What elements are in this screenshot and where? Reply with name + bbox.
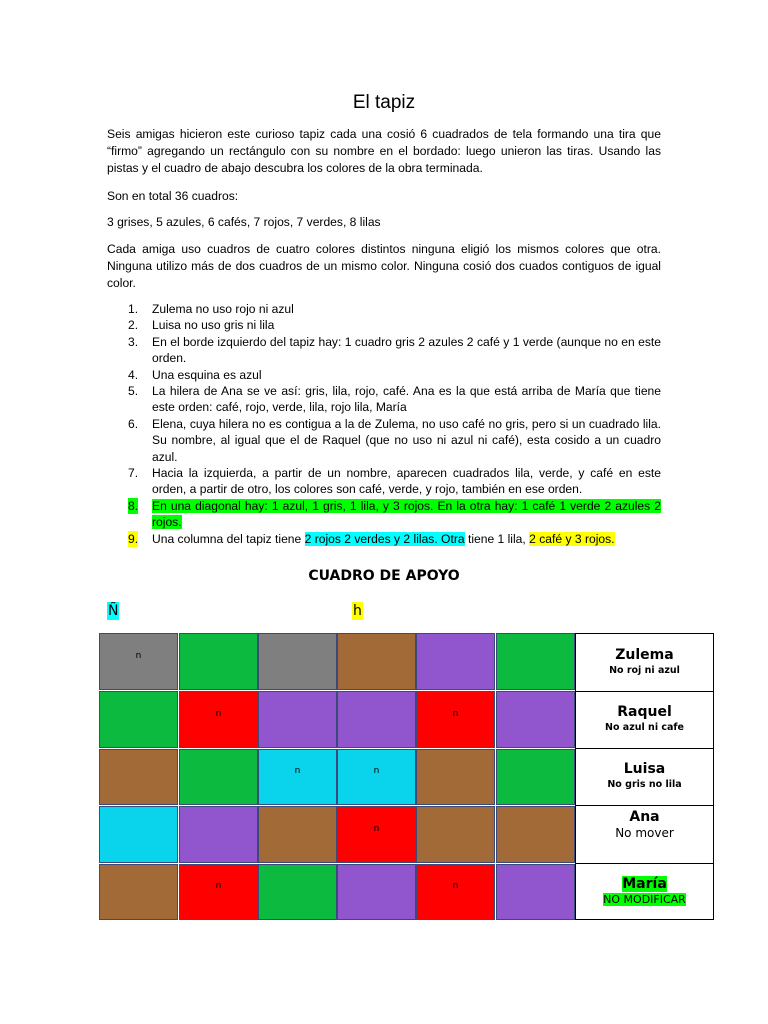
tapestry-cell-rojo [416,691,495,748]
tapestry-cell-lila [258,691,337,748]
clue-number: 6. [128,416,139,431]
friend-note: No roj ni azul [609,665,680,676]
clue-text: Luisa no uso gris ni lila [152,318,275,333]
tapestry-cell-cafe [258,806,337,863]
tapestry-cell-rojo [179,691,258,748]
tapestry-cell-cafe [99,864,178,920]
tapestry-cell-cafe [99,749,178,805]
clue-number: 2. [128,318,139,333]
friend-name: Luisa [623,761,666,777]
friend-name: Zulema [615,647,674,663]
friend-note: NO MODIFICAR [603,893,686,906]
name-cell [576,634,713,692]
name-cell [576,863,713,919]
total-paragraph: Son en total 36 cuadros: [107,189,239,203]
friend-note: No gris no lila [607,779,682,790]
tapestry-cell-gris [258,633,337,690]
tapestry-cell-lila [337,691,416,748]
tapestry-board [99,633,714,920]
clue-text: Una esquina es azul [152,367,262,382]
name-cell [576,691,713,749]
tapestry-cell-verde [179,633,258,690]
rules-paragraph: Cada amiga uso cuadros de cuatro colores distintos ninguna eligió los mismos colores que otra. Ninguna utilizo más de dos cuadros de un mismo color. Ninguna cosió dos cuados contiguos de igual color. [107,242,661,290]
tapestry-cell-verde [496,633,575,690]
clue-text: Zulema no uso rojo ni azul [152,302,294,316]
friend-name: María [622,876,667,892]
intro-paragraph: Seis amigas hicieron este curioso tapiz cada una cosió 6 cuadrados de tela formando una tira que “firmo” agregando un rectángulo con su nombre en el bordado: luego unieron las tiras. Usando las pistas y el cuadro de abajo descubra los colores de la obra terminada. [107,127,661,175]
friend-note: No azul ni cafe [605,722,684,733]
cell-mark: n [215,708,222,719]
tapestry-cell-rojo [337,806,416,863]
clue-number: 4. [128,367,139,382]
tapestry-cell-azul [337,749,416,805]
tapestry-cell-cafe [416,806,495,863]
clue-text: En una diagonal hay: 1 azul, 1 gris, 1 lila, y 3 rojos. En la otra hay: 1 café 1 verde 2 azules 2 rojos. [152,498,661,530]
clue-number: 8. [128,498,139,513]
clue-number: 1. [128,302,139,316]
tapestry-cell-lila [179,806,258,863]
tapestry-cell-azul [99,806,178,863]
clue-item [107,301,661,317]
document-title: El tapiz [352,92,416,113]
clue-item [107,367,661,383]
clue-number: 3. [128,334,139,349]
friend-name: Raquel [617,704,672,720]
clue-item [107,416,661,465]
names-column [575,633,714,920]
clue-text: tiene 1 lila, [464,531,530,546]
name-cell [576,748,713,806]
name-cell [576,805,713,864]
tapestry-cell-cafe [416,749,495,805]
cell-mark: n [452,708,459,719]
tapestry-cell-verde [179,749,258,805]
clue-text-highlight-cyan: 2 rojos 2 verdes y 2 lilas. Otra [304,531,465,546]
tapestry-cell-cafe [337,633,416,690]
cell-mark: n [373,823,380,834]
column-marker-right: h [353,603,362,619]
tapestry-cell-lila [416,633,495,690]
tapestry-cell-lila [496,691,575,748]
clue-item [107,334,661,367]
tapestry-cell-verde [258,864,337,920]
tapestry-cell-verde [99,691,178,748]
clues-list [107,301,661,547]
cell-mark: n [452,881,459,891]
cell-mark: n [373,766,380,776]
tapestry-cell-lila [496,864,575,920]
counts-paragraph: 3 grises, 5 azules, 6 cafés, 7 rojos, 7 verdes, 8 lilas [107,215,381,229]
tapestry-cell-rojo [179,864,258,920]
cell-mark: n [215,881,222,891]
support-board-title: CUADRO DE APOYO [308,568,460,584]
clue-text: La hilera de Ana se ve así: gris, lila, rojo, café. Ana es la que está arriba de María que tiene este orden: café, rojo, verde, lila, rojo lila, María [152,384,661,415]
clue-item [107,317,661,333]
clue-text: En el borde izquierdo del tapiz hay: 1 cuadro gris 2 azules 2 café y 1 verde (aunque no en este orden. [152,334,661,366]
clue-text: Elena, cuya hilera no es contigua a la de Zulema, no uso café no gris, pero si un cuadrado lila. Su nombre, al igual que el de Raquel (que no uso ni azul ni café), esta cosido a un cuadro azul. [152,416,661,464]
clue-number: 7. [128,466,139,481]
cell-mark: n [294,766,301,776]
clue-text-highlight-yellow: 2 café y 3 rojos. [529,531,615,546]
clue-item-highlighted [107,531,661,547]
clue-text: Una columna del tapiz tiene [152,531,305,546]
column-marker-left: Ñ [108,603,119,619]
clue-number: 5. [128,384,139,399]
cell-mark: n [135,650,142,661]
friend-name: Ana [629,809,660,825]
clue-item-highlighted [107,498,661,531]
clue-item [107,383,661,416]
tapestry-cell-verde [496,749,575,805]
tapestry-cell-rojo [416,864,495,920]
clue-item [107,465,661,498]
clue-text: Hacia la izquierda, a partir de un nombre, aparecen cuadrados lila, verde, y café en este orden, a partir de otro, los colores son café, verde, y rojo, también en ese orden. [152,466,661,497]
tapestry-cell-gris [99,633,178,690]
clue-number: 9. [128,531,139,546]
tapestry-cell-cafe [496,806,575,863]
tapestry-cell-azul [258,749,337,805]
tapestry-cell-lila [337,864,416,920]
friend-note: No mover [615,826,674,840]
